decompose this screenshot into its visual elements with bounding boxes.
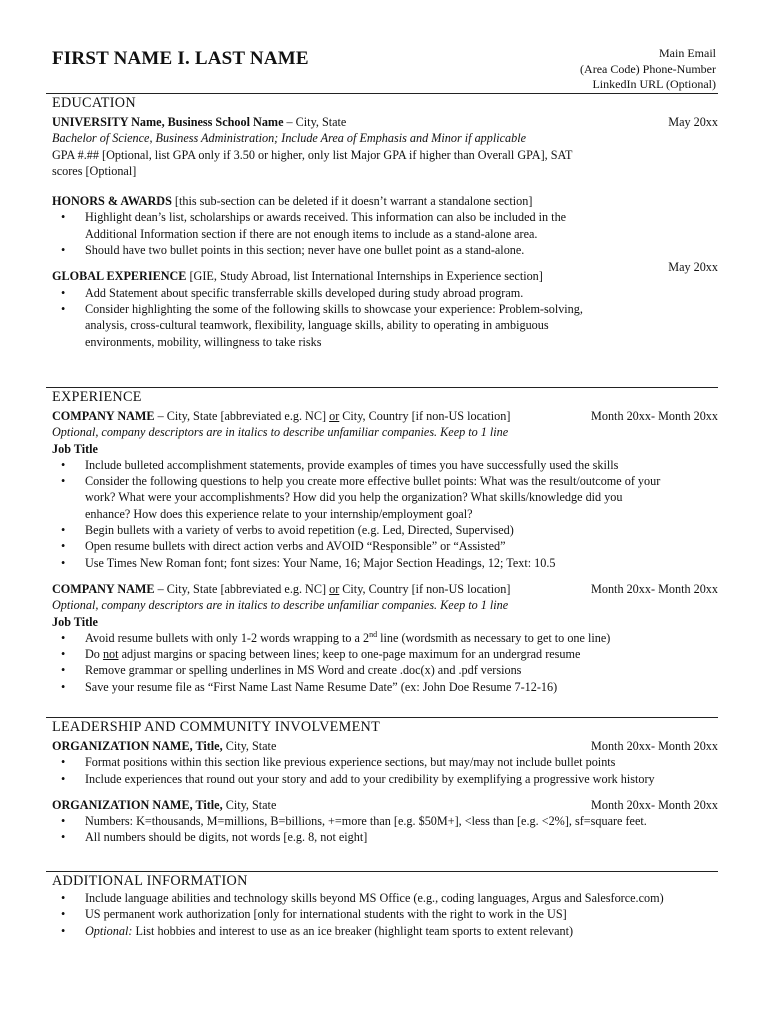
phone-text: (Area Code) Phone-Number — [580, 61, 716, 76]
honors-list — [46, 209, 718, 258]
list-item: • Include experiences that round out your story and add to your credibility by exemplifying a progressive work history — [61, 771, 655, 786]
list-item: • Should have two bullet points in this section; never have one bullet point as a stand-alone. — [61, 243, 525, 258]
global-note: [GIE, Study Abroad, list International Internships in Experience section] — [186, 269, 543, 284]
involvement-dates: Month 20xx- Month 20xx — [591, 739, 718, 753]
list-item: • Remove grammar or spelling underlines in MS Word and create .doc(x) and .pdf versions — [61, 663, 522, 678]
organization-line: ORGANIZATION NAME, Title, City, State Month 20xx- Month 20xx — [52, 797, 718, 812]
company-line: COMPANY NAME – City, State [abbreviated e.g. NC] or City, Country [if non-US location] Month 20xx- Month 20xx — [52, 581, 718, 596]
honors-label: HONORS & AWARDS — [52, 194, 172, 209]
education-section — [46, 93, 718, 350]
list-item: • Consider highlighting the some of the following skills to showcase your experience: Problem-solving, analysis, cross-cultural teamwork, flexibility, language skills, ability to operating in ambiguous environments, mobility, willingness to take risks — [61, 301, 583, 349]
email-text: Main Email — [659, 46, 716, 60]
gpa-line-cont: scores [Optional] — [52, 163, 137, 178]
global-list — [46, 285, 718, 350]
list-item: • Do not adjust margins or spacing between lines; keep to one-page maximum for an undergrad resume — [61, 647, 581, 662]
list-item: • Use Times New Roman font; font sizes: Your Name, 16; Major Section Headings, 12; Text: 10.5 — [61, 555, 556, 570]
global-date: May 20xx — [668, 260, 718, 275]
university-line — [52, 114, 718, 130]
list-item: • Avoid resume bullets with only 1-2 words wrapping to a 2nd line (wordsmith as necessary to get to one line) — [61, 629, 611, 645]
list-item: • Save your resume file as “First Name Last Name Resume Date” (ex: John Doe Resume 7-12-16) — [61, 679, 558, 694]
section-title: EDUCATION — [52, 95, 136, 111]
company-descriptor: Optional, company descriptors are in italics to describe unfamiliar companies. Keep to 1 line — [52, 598, 509, 613]
degree-line: Bachelor of Science, Business Administration; Include Area of Emphasis and Minor if applicable — [52, 131, 527, 146]
involvement-dates: Month 20xx- Month 20xx — [591, 797, 718, 812]
list-item: • Include language abilities and technology skills beyond MS Office (e.g., coding languages, Argus and Salesforce.com) — [61, 891, 664, 905]
list-item: • Numbers: K=thousands, M=millions, B=billions, +=more than [e.g. $50M+], <less than [e.g. <2%], sf=square feet. — [61, 814, 647, 829]
leadership-section — [46, 717, 718, 846]
list-item: • Add Statement about specific transferrable skills developed during study abroad program. — [61, 285, 524, 300]
honors-heading — [52, 193, 718, 209]
section-title: ADDITIONAL INFORMATION — [52, 873, 248, 889]
list-item: • Format positions within this section like previous experience sections, but may/may not include bullet points — [61, 755, 616, 770]
section-divider — [46, 93, 718, 94]
job-bullets — [46, 630, 718, 695]
company-line: COMPANY NAME – City, State [abbreviated e.g. NC] or City, Country [if non-US location] Month 20xx- Month 20xx — [52, 409, 718, 423]
section-divider — [46, 717, 718, 718]
list-item: • Open resume bullets with direct action verbs and AVOID “Responsible” or “Assisted” — [61, 539, 506, 554]
list-item: • US permanent work authorization [only for international students with the right to work in the US] — [61, 907, 567, 922]
university-name: UNIVERSITY Name, Business School Name — [52, 115, 284, 129]
global-label: GLOBAL EXPERIENCE — [52, 269, 187, 284]
contact-block — [580, 46, 716, 93]
job-title: Job Title — [52, 614, 98, 629]
university-location: – City, State — [283, 115, 347, 129]
employment-dates: Month 20xx- Month 20xx — [591, 409, 718, 423]
gpa-line: GPA #.## [Optional, list GPA only if 3.50 or higher, only list Major GPA if higher than Overall GPA], SAT — [52, 147, 573, 162]
company-descriptor: Optional, company descriptors are in italics to describe unfamiliar companies. Keep to 1 line — [52, 425, 509, 440]
organization-bullets — [46, 813, 718, 846]
section-title: EXPERIENCE — [52, 389, 142, 405]
additional-bullets — [46, 890, 718, 939]
list-item: • Highlight dean’s list, scholarships or awards received. This information can also be included in the Additional Information section if there are not enough items to include as a stand-alone area. — [61, 210, 567, 241]
organization-line: ORGANIZATION NAME, Title, City, State Month 20xx- Month 20xx — [52, 739, 718, 753]
section-divider — [46, 871, 718, 872]
list-item: • Optional: List hobbies and interest to use as an ice breaker (highlight team sports to extent relevant) — [61, 923, 574, 938]
list-item: • Begin bullets with a variety of verbs to avoid repetition (e.g. Led, Directed, Supervised) — [61, 523, 514, 538]
linkedin-text: LinkedIn URL (Optional) — [592, 77, 716, 91]
graduation-date: May 20xx — [668, 115, 718, 129]
job-bullets — [46, 457, 718, 571]
honors-note: [this sub-section can be deleted if it doesn’t warrant a standalone section] — [171, 194, 533, 209]
global-date-row — [52, 259, 718, 275]
list-item: • Consider the following questions to help you create more effective bullet points: What was the result/outcome of your work? What were your accomplishments? How did you help the organization? What skills/knowledge did you enhance? How does this experience relate to your internship/employment goal? — [61, 474, 661, 521]
additional-section — [46, 871, 718, 939]
list-item: • Include bulleted accomplishment statements, provide examples of times you have successfully used the skills — [61, 457, 619, 472]
list-item: • All numbers should be digits, not words [e.g. 8, not eight] — [61, 830, 368, 845]
job-title: Job Title — [52, 441, 98, 456]
resume-name: FIRST NAME I. LAST NAME — [52, 48, 309, 69]
section-title: LEADERSHIP AND COMMUNITY INVOLVEMENT — [52, 719, 381, 735]
employment-dates: Month 20xx- Month 20xx — [591, 581, 718, 596]
experience-section — [46, 387, 718, 695]
global-heading — [52, 268, 718, 284]
organization-bullets — [46, 754, 718, 787]
section-divider — [46, 387, 718, 388]
